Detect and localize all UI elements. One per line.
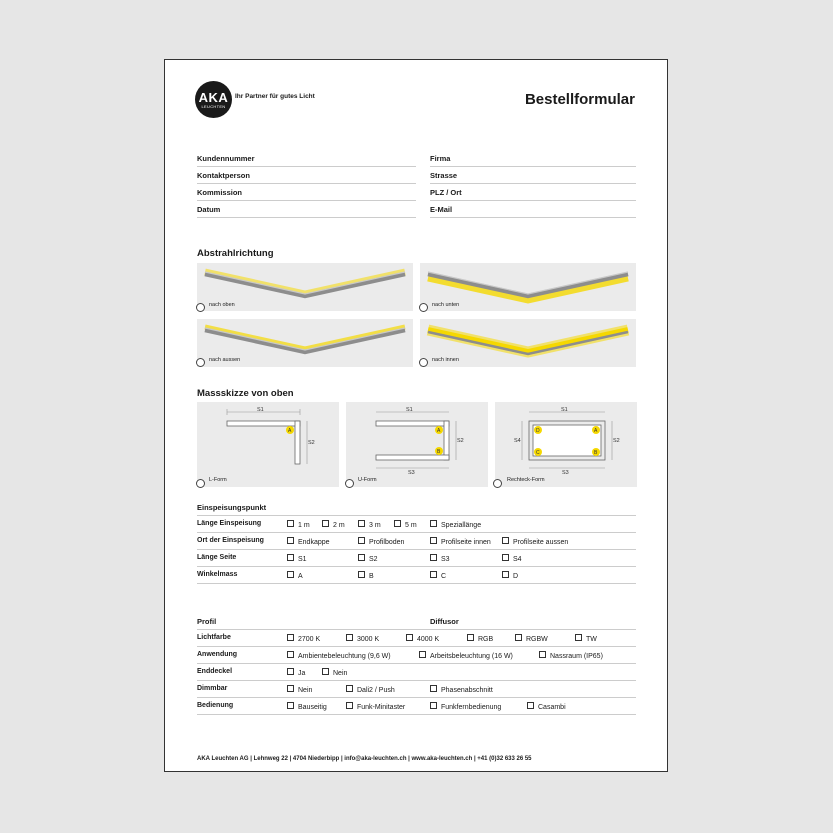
checkbox-winkel-d[interactable]: D xyxy=(502,571,518,580)
field-firma[interactable]: Firma xyxy=(430,154,636,167)
u-form-sketch xyxy=(346,402,488,487)
checkbox-3000k[interactable]: 3000 K xyxy=(346,634,379,643)
rechteck-b-label: B xyxy=(594,450,598,456)
sketch-l-form-panel[interactable] xyxy=(197,402,339,487)
checkbox-rgb[interactable]: RGB xyxy=(467,634,493,643)
checkbox-arbeitsbeleuchtung[interactable]: Arbeitsbeleuchtung (16 W) xyxy=(419,651,513,660)
row-winkelmass xyxy=(197,567,636,584)
row-label: Lichtfarbe xyxy=(197,634,231,641)
tagline: Ihr Partner für gutes Licht xyxy=(235,93,315,100)
row-dimmbar xyxy=(197,681,636,698)
field-kundennummer[interactable]: Kundennummer xyxy=(197,154,416,167)
checkbox-winkel-b[interactable]: B xyxy=(358,571,374,580)
checkbox-winkel-c[interactable]: C xyxy=(430,571,446,580)
row-label: Dimmbar xyxy=(197,685,228,692)
l-form-s1-label: S1 xyxy=(257,407,264,413)
logo-subtext: LEUCHTEN xyxy=(201,104,226,109)
row-laenge-einspeisung xyxy=(197,516,636,533)
radio-l-form[interactable] xyxy=(196,479,205,488)
row-label: Länge Einspeisung xyxy=(197,520,262,527)
checkbox-nassraum[interactable]: Nassraum (IP65) xyxy=(539,651,603,660)
u-form-s3-label: S3 xyxy=(408,470,415,476)
row-anwendung xyxy=(197,647,636,664)
checkbox-enddeckel-ja[interactable]: Ja xyxy=(287,668,305,677)
checkbox-profilseite-innen[interactable]: Profilseite innen xyxy=(430,537,491,546)
aka-logo xyxy=(195,81,232,118)
radio-nach-innen[interactable] xyxy=(419,358,428,367)
checkbox-profilseite-aussen[interactable]: Profilseite aussen xyxy=(502,537,568,546)
section-einspeisungspunkt: Einspeisungspunkt xyxy=(197,503,267,512)
section-diffusor: Diffusor xyxy=(430,617,459,626)
logo-text: AKA xyxy=(198,90,229,105)
page-title: Bestellformular xyxy=(524,91,635,108)
checkbox-funk-minitaster[interactable]: Funk-Minitaster xyxy=(346,702,405,711)
checkbox-phasenabschnitt[interactable]: Phasenabschnitt xyxy=(430,685,493,694)
checkbox-dimmbar-nein[interactable]: Nein xyxy=(287,685,312,694)
field-kommission[interactable]: Kommission xyxy=(197,188,416,201)
checkbox-bauseitig[interactable]: Bauseitig xyxy=(287,702,327,711)
u-form-b-label: B xyxy=(437,449,441,455)
checkbox-s3[interactable]: S3 xyxy=(430,554,450,563)
radio-nach-unten[interactable] xyxy=(419,303,428,312)
radio-u-form[interactable] xyxy=(345,479,354,488)
checkbox-5m[interactable]: 5 m xyxy=(394,520,417,529)
row-enddeckel xyxy=(197,664,636,681)
l-form-s2-label: S2 xyxy=(308,440,315,446)
sketch-u-form-panel[interactable] xyxy=(346,402,488,487)
rechteck-d-label: D xyxy=(536,428,540,434)
label-nach-innen: nach innen xyxy=(432,357,459,363)
u-form-s2-label: S2 xyxy=(457,438,464,444)
checkbox-winkel-a[interactable]: A xyxy=(287,571,303,580)
field-strasse[interactable]: Strasse xyxy=(430,171,636,184)
checkbox-endkappe[interactable]: Endkappe xyxy=(287,537,330,546)
checkbox-s4[interactable]: S4 xyxy=(502,554,522,563)
label-l-form: L-Form xyxy=(209,477,227,483)
checkbox-2700k[interactable]: 2700 K xyxy=(287,634,320,643)
checkbox-dali2-push[interactable]: Dali2 / Push xyxy=(346,685,395,694)
rechteck-s1-label: S1 xyxy=(561,407,568,413)
row-bedienung xyxy=(197,698,636,715)
checkbox-3m[interactable]: 3 m xyxy=(358,520,381,529)
row-label: Länge Seite xyxy=(197,554,237,561)
checkbox-s2[interactable]: S2 xyxy=(358,554,378,563)
label-u-form: U-Form xyxy=(358,477,377,483)
field-plz-ort[interactable]: PLZ / Ort xyxy=(430,188,636,201)
checkbox-profilboden[interactable]: Profilboden xyxy=(358,537,404,546)
row-ort-einspeisung xyxy=(197,533,636,550)
row-label: Ort der Einspeisung xyxy=(197,537,264,544)
section-abstrahlrichtung: Abstrahlrichtung xyxy=(197,248,274,259)
l-form-a-label: A xyxy=(288,428,292,434)
label-nach-unten: nach unten xyxy=(432,302,460,308)
radio-nach-oben[interactable] xyxy=(196,303,205,312)
row-label: Enddeckel xyxy=(197,668,233,675)
checkbox-enddeckel-nein[interactable]: Nein xyxy=(322,668,347,677)
section-profil: Profil xyxy=(197,617,217,626)
order-form-page xyxy=(164,59,668,772)
row-label: Bedienung xyxy=(197,702,234,709)
checkbox-s1[interactable]: S1 xyxy=(287,554,307,563)
section-massskizze: Massskizze von oben xyxy=(197,388,294,399)
radio-nach-aussen[interactable] xyxy=(196,358,205,367)
radio-rechteck-form[interactable] xyxy=(493,479,502,488)
sketch-rechteck-form-panel[interactable] xyxy=(495,402,637,487)
label-nach-oben: nach oben xyxy=(209,302,235,308)
u-form-s1-label: S1 xyxy=(406,407,413,413)
label-rechteck-form: Rechteck-Form xyxy=(507,477,545,483)
rechteck-s2-label: S2 xyxy=(613,438,620,444)
checkbox-rgbw[interactable]: RGBW xyxy=(515,634,548,643)
checkbox-1m[interactable]: 1 m xyxy=(287,520,310,529)
l-form-sketch xyxy=(197,402,339,487)
checkbox-funkfernbedienung[interactable]: Funkfernbedienung xyxy=(430,702,501,711)
rechteck-s3-label: S3 xyxy=(562,470,569,476)
label-nach-aussen: nach aussen xyxy=(209,357,241,363)
footer-contact: AKA Leuchten AG | Lehnweg 22 | 4704 Niederbipp | info@aka-leuchten.ch | www.aka-leuchten.ch | +41 (0)32 633 26 55 xyxy=(197,756,532,762)
checkbox-speziallaenge[interactable]: Speziallänge xyxy=(430,520,481,529)
row-label: Anwendung xyxy=(197,651,238,658)
row-label: Winkelmass xyxy=(197,571,238,578)
rechteck-c-label: C xyxy=(536,450,540,456)
checkbox-ambientebeleuchtung[interactable]: Ambientebeleuchtung (9,6 W) xyxy=(287,651,391,660)
field-email[interactable]: E-Mail xyxy=(430,205,636,218)
checkbox-tw[interactable]: TW xyxy=(575,634,597,643)
rechteck-form-sketch xyxy=(495,402,637,487)
checkbox-4000k[interactable]: 4000 K xyxy=(406,634,439,643)
checkbox-2m[interactable]: 2 m xyxy=(322,520,345,529)
row-lichtfarbe xyxy=(197,630,636,647)
row-laenge-seite xyxy=(197,550,636,567)
checkbox-casambi[interactable]: Casambi xyxy=(527,702,566,711)
rechteck-s4-label: S4 xyxy=(514,438,521,444)
field-datum[interactable]: Datum xyxy=(197,205,416,218)
field-kontaktperson[interactable]: Kontaktperson xyxy=(197,171,416,184)
rechteck-a-label: A xyxy=(594,428,598,434)
u-form-a-label: A xyxy=(437,428,441,434)
